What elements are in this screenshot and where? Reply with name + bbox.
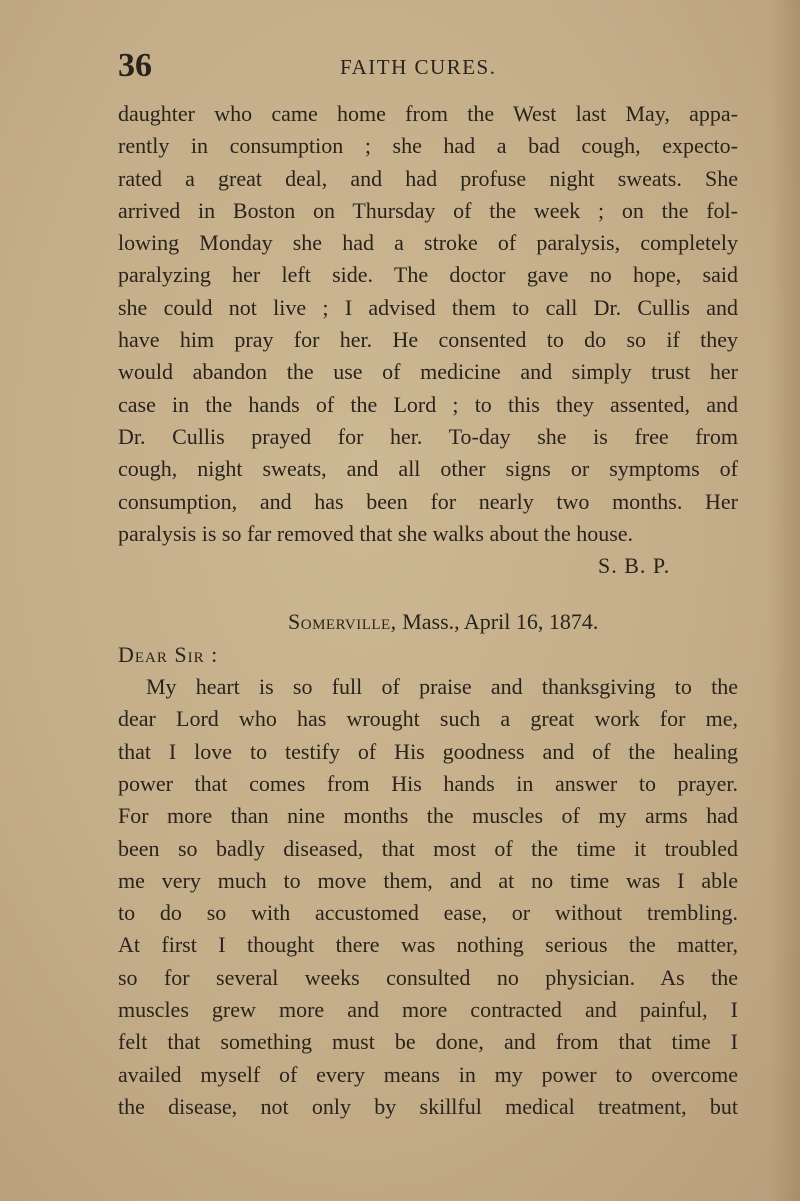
text-line: paralysis is so far removed that she walks about the house. (118, 520, 634, 546)
section-spacer (118, 582, 738, 606)
text-line: consumption, and has been for nearly two months. Her (118, 488, 738, 514)
text-line: so for several weeks consulted no physician. As the (118, 964, 738, 990)
text-line: paralyzing her left side. The doctor gave no hope, said (118, 262, 738, 288)
page-number: 36 (118, 47, 152, 84)
page-body (118, 98, 738, 1123)
text-line: that I love to testify of His goodness and of the healing (118, 738, 738, 764)
text-line: muscles grew more and more contracted and painful, I (118, 997, 738, 1023)
page-header (118, 46, 738, 86)
text-line: power that comes from His hands in answer to prayer. (118, 770, 738, 796)
page-edge-shadow (770, 0, 800, 1201)
letter-one-signature: S. B. P. (598, 553, 671, 579)
text-line: My heart is so full of praise and thanksgiving to the (146, 674, 738, 700)
dateline-date: Mass., April 16, 1874. (402, 609, 599, 635)
text-line: lowing Monday she had a stroke of paralysis, completely (118, 230, 738, 256)
text-line: rently in consumption ; she had a bad cough, expecto- (118, 133, 738, 159)
text-line: arrived in Boston on Thursday of the week ; on the fol- (118, 197, 738, 223)
text-line: been so badly diseased, that most of the time it troubled (118, 835, 738, 861)
letter-two-dateline (118, 606, 738, 638)
text-line: she could not live ; I advised them to call Dr. Cullis and (118, 294, 738, 320)
dateline-place: Somerville, (288, 609, 397, 635)
text-line: daughter who came home from the West last May, appa- (118, 101, 738, 126)
text-line: me very much to move them, and at no time was I able (118, 867, 738, 893)
text-line: At first I thought there was nothing serious the matter, (118, 932, 738, 958)
text-line: case in the hands of the Lord ; to this they assented, and (118, 391, 738, 417)
text-line: have him pray for her. He consented to do so if they (118, 327, 738, 353)
text-line: cough, night sweats, and all other signs or symptoms of (118, 456, 738, 482)
text-line: dear Lord who has wrought such a great work for me, (118, 706, 738, 732)
text-line: availed myself of every means in my power to overcome (118, 1061, 738, 1087)
letter-two-salutation: Dear Sir : (118, 641, 219, 667)
text-line: felt that something must be done, and from that time I (118, 1029, 738, 1055)
text-line: Dr. Cullis prayed for her. To-day she is free from (118, 423, 738, 449)
text-line: rated a great deal, and had profuse night sweats. She (118, 165, 738, 191)
text-line: the disease, not only by skillful medical treatment, but (118, 1093, 738, 1119)
text-line: For more than nine months the muscles of my arms had (118, 803, 738, 829)
text-line: would abandon the use of medicine and simply trust her (118, 359, 738, 385)
letter-one-paragraph (118, 98, 738, 550)
running-title: FAITH CURES. (340, 55, 497, 79)
text-line: to do so with accustomed ease, or without trembling. (118, 900, 738, 926)
letter-two-paragraph (118, 671, 738, 1123)
